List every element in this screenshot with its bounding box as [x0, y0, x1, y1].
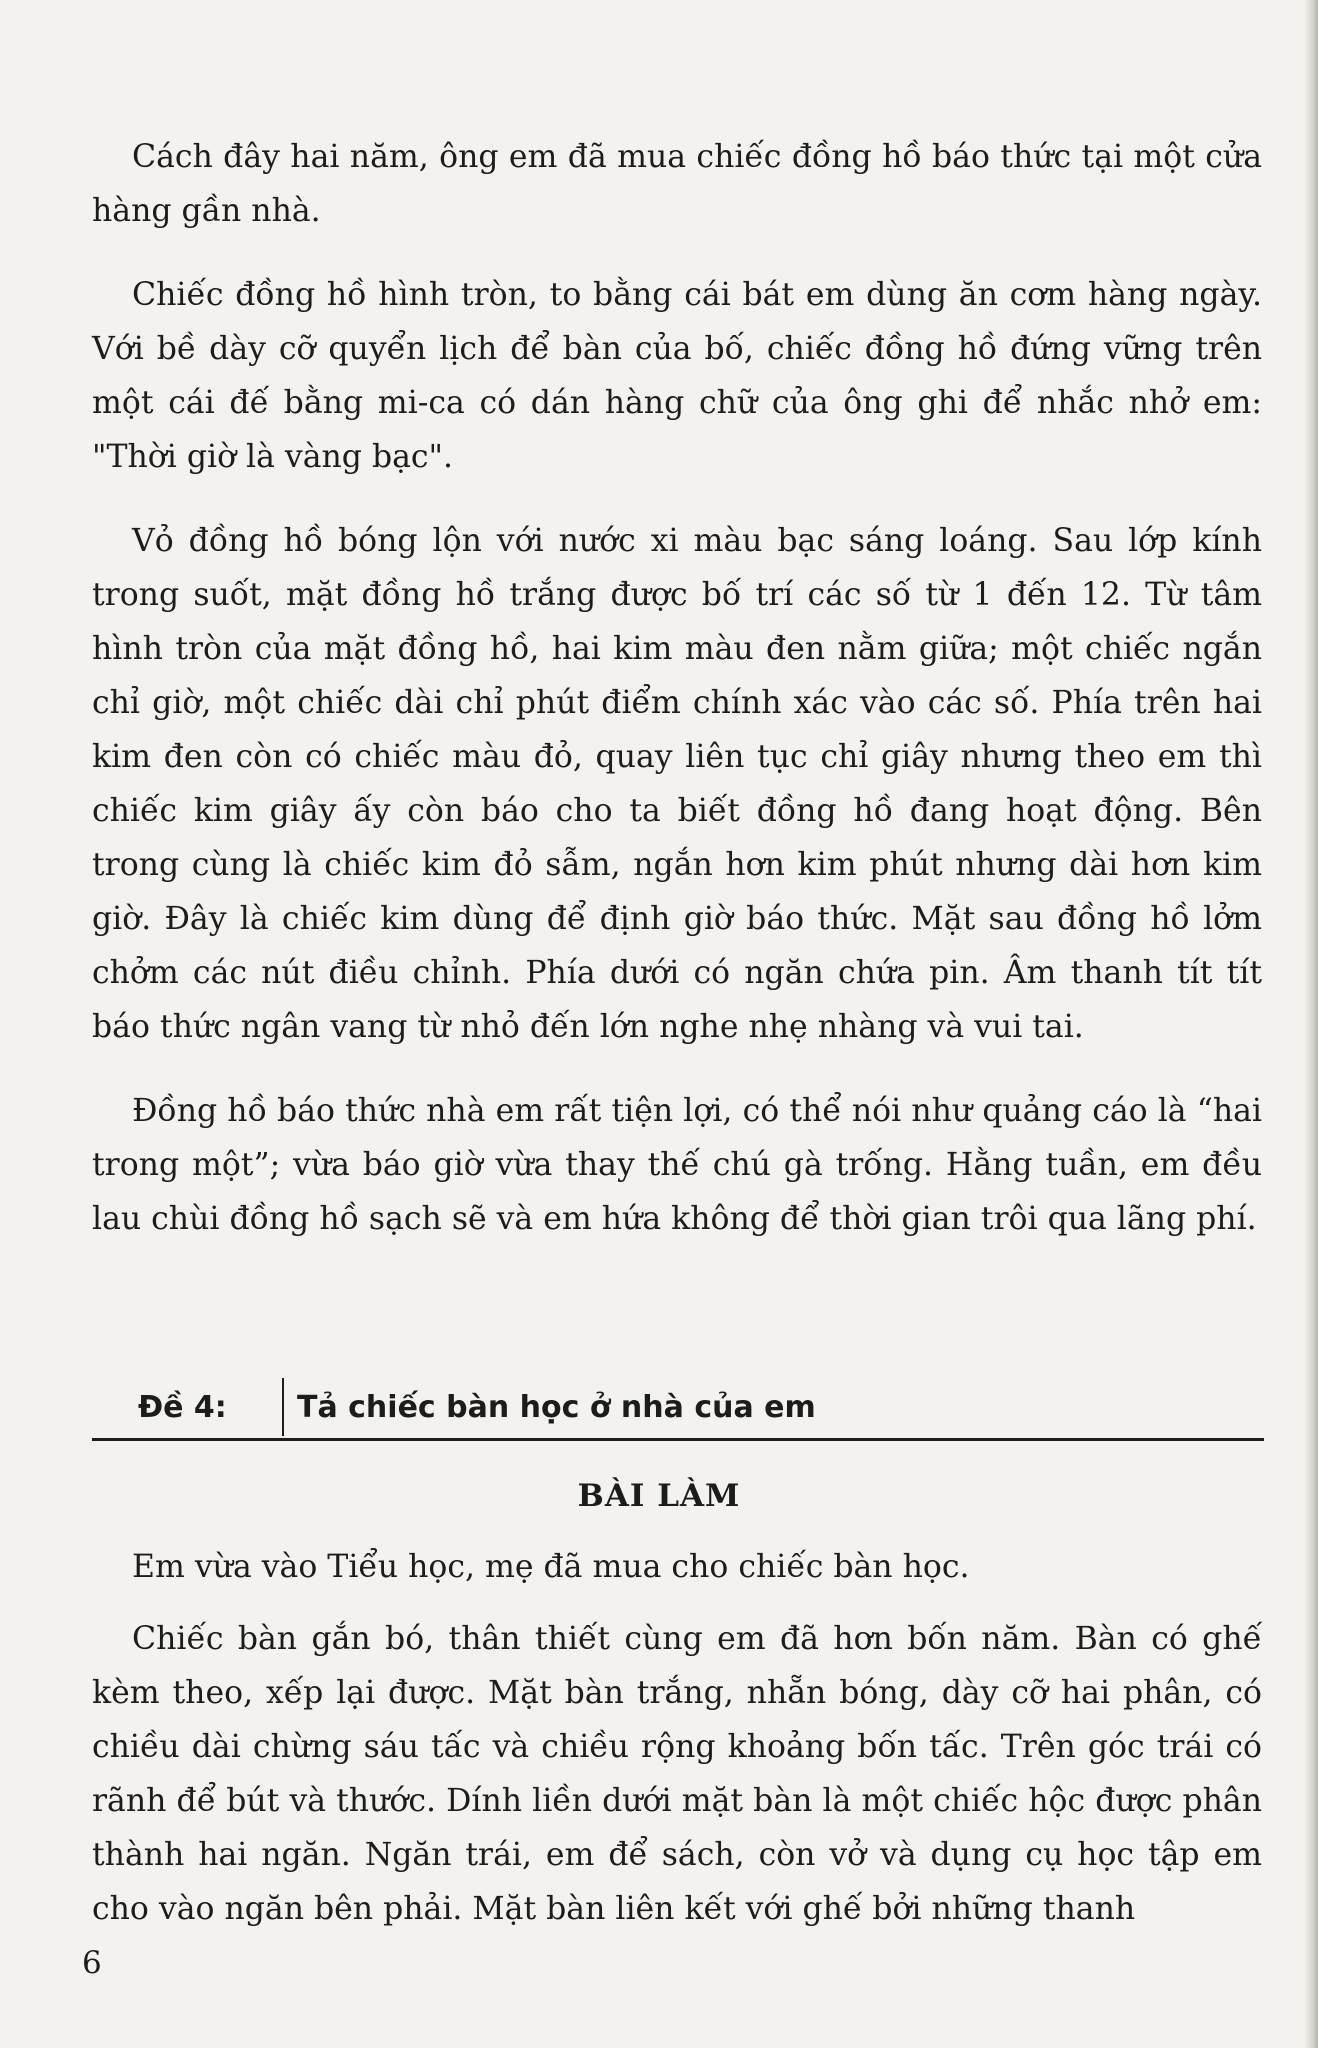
heading-divider: [282, 1378, 284, 1436]
paragraph-details: Vỏ đồng hồ bóng lộn với nước xi màu bạc sáng loáng. Sau lớp kính trong suốt, mặt đồng hồ trắng được bố trí các số từ 1 đến 12. Từ tâm hình tròn của mặt đồng hồ, hai kim màu đen nằm giữa; một chiếc ngắn chỉ giờ, một chiếc dài chỉ phút điểm chính xác vào các số. Phía trên hai kim đen còn có chiếc màu đỏ, quay liên tục chỉ giây nhưng theo em thì chiếc kim giây ấy còn báo cho ta biết đồng hồ đang hoạt động. Bên trong cùng là chiếc kim đỏ sẫm, ngắn hơn kim phút nhưng dài hơn kim giờ. Đây là chiếc kim dùng để định giờ báo thức. Mặt sau đồng hồ lởm chởm các nút điều chỉnh. Phía dưới có ngăn chứa pin. Âm thanh tít tít báo thức ngân vang từ nhỏ đến lớn nghe nhẹ nhàng và vui tai.: [92, 523, 1262, 1045]
exercise-heading: [92, 1378, 1264, 1441]
answer-paragraph-intro: Em vừa vào Tiểu học, mẹ đã mua cho chiếc bàn học.: [132, 1549, 970, 1585]
answer-paragraph-body: Chiếc bàn gắn bó, thân thiết cùng em đã hơn bốn năm. Bàn có ghế kèm theo, xếp lại được. Mặt bàn trắng, nhẵn bóng, dày cỡ hai phân, có chiều dài chừng sáu tấc và chiều rộng khoảng bốn tấc. Trên góc trái có rãnh để bút và thước. Dính liền dưới mặt bàn là một chiếc hộc được phân thành hai ngăn. Ngăn trái, em để sách, còn vở và dụng cụ học tập em cho vào ngăn bên phải. Mặt bàn liên kết với ghế bởi những thanh: [92, 1621, 1262, 1927]
paragraph-conclusion: Đồng hồ báo thức nhà em rất tiện lợi, có thể nói như quảng cáo là “hai trong một”; vừa báo giờ vừa thay thế chú gà trống. Hằng tuần, em đều lau chùi đồng hồ sạch sẽ và em hứa không để thời gian trôi qua lãng phí.: [92, 1093, 1262, 1237]
exercise-label: Đề 4:: [138, 1390, 227, 1425]
paragraph-description: Chiếc đồng hồ hình tròn, to bằng cái bát em dùng ăn cơm hàng ngày. Với bề dày cỡ quyển lịch để bàn của bố, chiếc đồng hồ đứng vững trên một cái đế bằng mi-ca có dán hàng chữ của ông ghi để nhắc nhở em: "Thời giờ là vàng bạc".: [92, 277, 1262, 475]
page-number: 6: [82, 1945, 102, 1981]
page-edge-shadow: [1304, 0, 1318, 2048]
exercise-title: Tả chiếc bàn học ở nhà của em: [297, 1390, 816, 1425]
answer-title: BÀI LÀM: [577, 1478, 741, 1514]
paragraph-intro: Cách đây hai năm, ông em đã mua chiếc đồng hồ báo thức tại một cửa hàng gần nhà.: [92, 139, 1262, 229]
